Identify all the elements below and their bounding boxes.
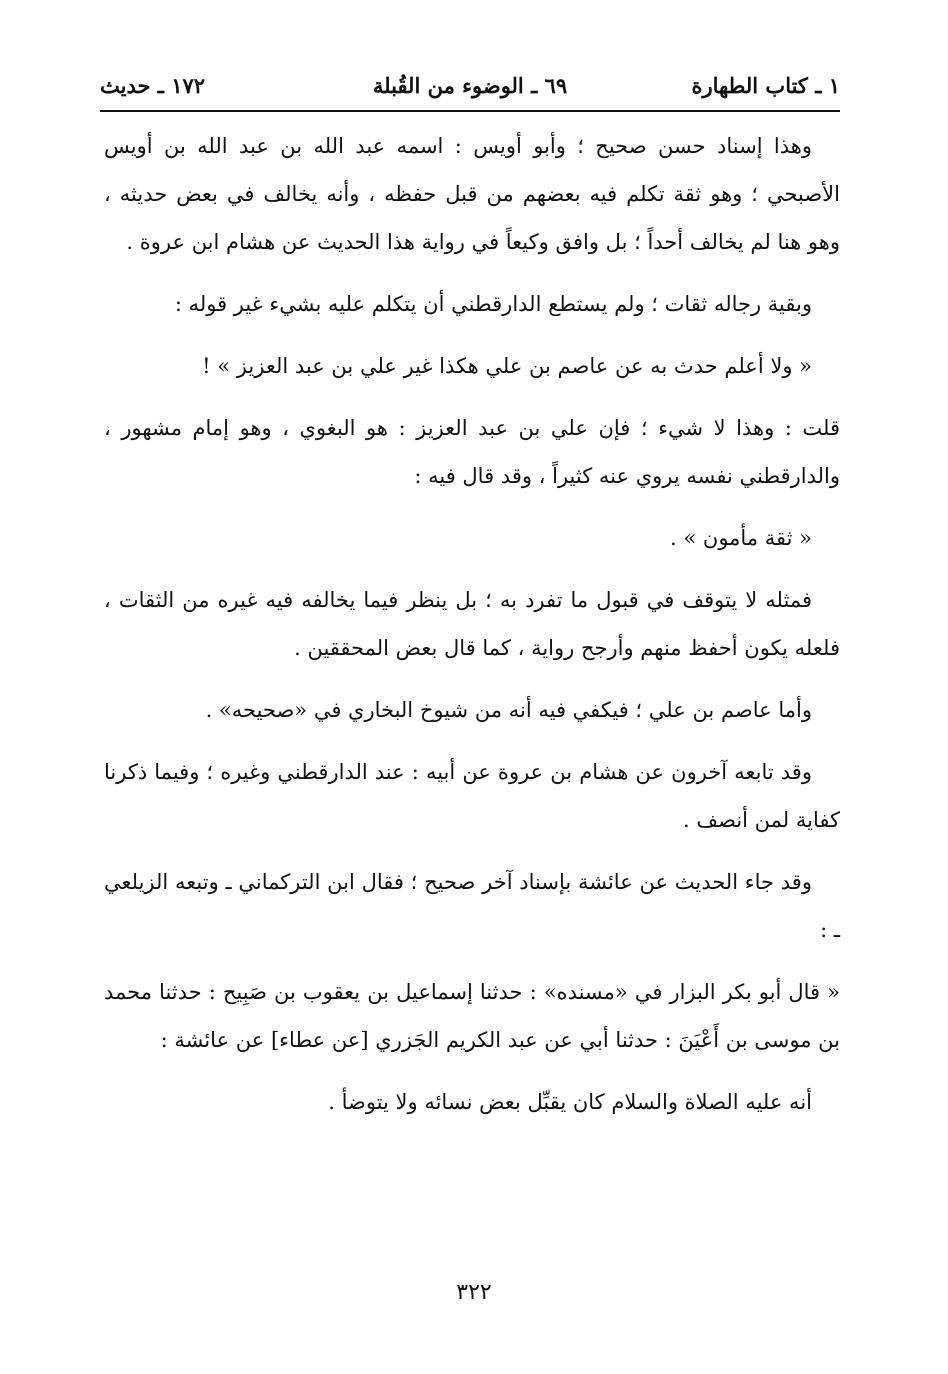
page-number: ٣٢٢ (456, 1280, 492, 1305)
paragraph-another-isnad: وقد جاء الحديث عن عائشة بإسناد آخر صحيح ؛ فقال ابن التركماني ـ وتبعه الزيلعي ـ : (104, 870, 840, 942)
paragraph-asim-bin-ali: وأما عاصم بن علي ؛ فيكفي فيه أنه من شيوخ البخاري في «صحيحه» . (205, 698, 812, 722)
running-header (100, 66, 840, 106)
paragraph-mutabaat: وقد تابعه آخرون عن هشام بن عروة عن أبيه : عند الدارقطني وغيره ؛ وفيما ذكرنا كفاية لمن أنصف . (104, 760, 840, 832)
paragraph-tafarrud: فمثله لا يتوقف في قبول ما تفرد به ؛ بل ينظر فيما يخالفه فيه غيره من الثقات ، فلعله يكون أحفظ منهم وأرجح رواية ، كما قال بعض المحققين . (104, 588, 840, 660)
header-book-title: ١ ـ كتاب الطهارة (691, 73, 840, 98)
paragraph-response: قلت : وهذا لا شيء ؛ فإن علي بن عبد العزيز : هو البغوي ، وهو إمام مشهور ، والدارقطني نفسه يروي عنه كثيراً ، وقد قال فيه : (104, 416, 840, 488)
header-hadith-number: ١٧٢ ـ حديث (100, 73, 206, 98)
header-divider (100, 110, 840, 112)
quote-thiqa-mamun: « ثقة مأمون » . (670, 526, 812, 550)
quote-bazzar: « قال أبو بكر البزار في «مسنده» : حدثنا إسماعيل بن يعقوب بن صَبِيح : حدثنا محمد بن موسى بن أَعْيَنَ : حدثنا أبي عن عبد الكريم الجَزري [عن عطاء] عن عائشة : (104, 980, 840, 1052)
paragraph-isnad-assessment: وهذا إسناد حسن صحيح ؛ وأبو أويس : اسمه عبد الله بن عبد الله بن أويس الأصبحي ؛ وهو ثقة تكلم فيه بعضهم من قبل حفظه ، وأنه يخالف في بعض حديثه ، وهو هنا لم يخالف أحداً ؛ بل وافق وكيعاً في رواية هذا الحديث عن هشام ابن عروة . (104, 134, 840, 254)
page-body (104, 122, 840, 1140)
quote-daraqutni: « ولا أعلم حدث به عن عاصم بن علي هكذا غير علي بن عبد العزيز » ! (202, 354, 812, 378)
hadith-matn: أنه عليه الصلاة والسلام كان يقبِّل بعض نسائه ولا يتوضأ . (328, 1090, 812, 1114)
paragraph-remaining-narrators: وبقية رجاله ثقات ؛ ولم يستطع الدارقطني أن يتكلم عليه بشيء غير قوله : (174, 292, 812, 316)
header-chapter-title: ٦٩ ـ الوضوء من القُبلة (372, 73, 568, 98)
